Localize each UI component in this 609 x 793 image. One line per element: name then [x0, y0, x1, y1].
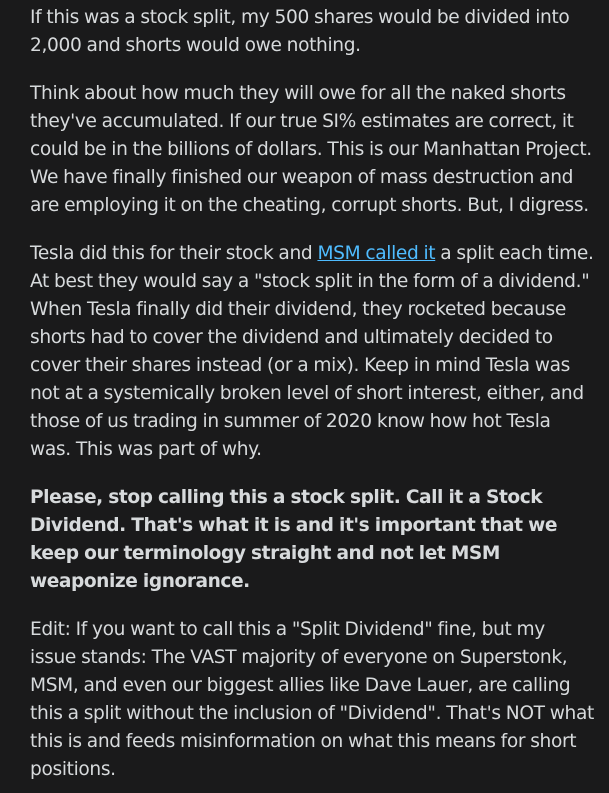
paragraph-tesla	[30, 240, 595, 464]
paragraph-naked-shorts: Think about how much they will owe for all the naked shorts they've accumulated. If our true SI% estimates are correct, it could be in the billions of dollars. This is our Manhattan Project. We have finally finished our weapon of mass destruction and are employing it on the cheating, corrupt shorts. But, I digress.	[30, 83, 592, 216]
paragraph-stock-split: If this was a stock split, my 500 shares would be divided into 2,000 and shorts would owe nothing.	[30, 7, 570, 56]
paragraph-edit-note: Edit: If you want to call this a "Split Dividend" fine, but my issue stands: The VAST majority of everyone on Superstonk, MSM, and even our biggest allies like Dave Lauer, are calling this a split without the inclusion of "Dividend". That's NOT what this is and feeds misinformation on what this means for short positions.	[30, 619, 594, 780]
paragraph-tesla-rest: a split each time. At best they would say a "stock split in the form of a dividend." When Tesla finally did their dividend, they rocketed because shorts had to cover the dividend and ultimately decided to cover their shares instead (or a mix). Keep in mind Tesla was not at a systemically broken level of short interest, either, and those of us trading in summer of 2020 know how hot Tesla was. This was part of why.	[30, 243, 594, 460]
paragraph-stock-dividend-emphasis: Please, stop calling this a stock split. Call it a Stock Dividend. That's what it is and it's important that we keep our terminology straight and not let MSM weaponize ignorance.	[30, 487, 557, 592]
paragraph-tesla-start: Tesla did this for their stock and	[30, 243, 318, 264]
msm-called-it-link[interactable]: MSM called it	[317, 243, 436, 264]
